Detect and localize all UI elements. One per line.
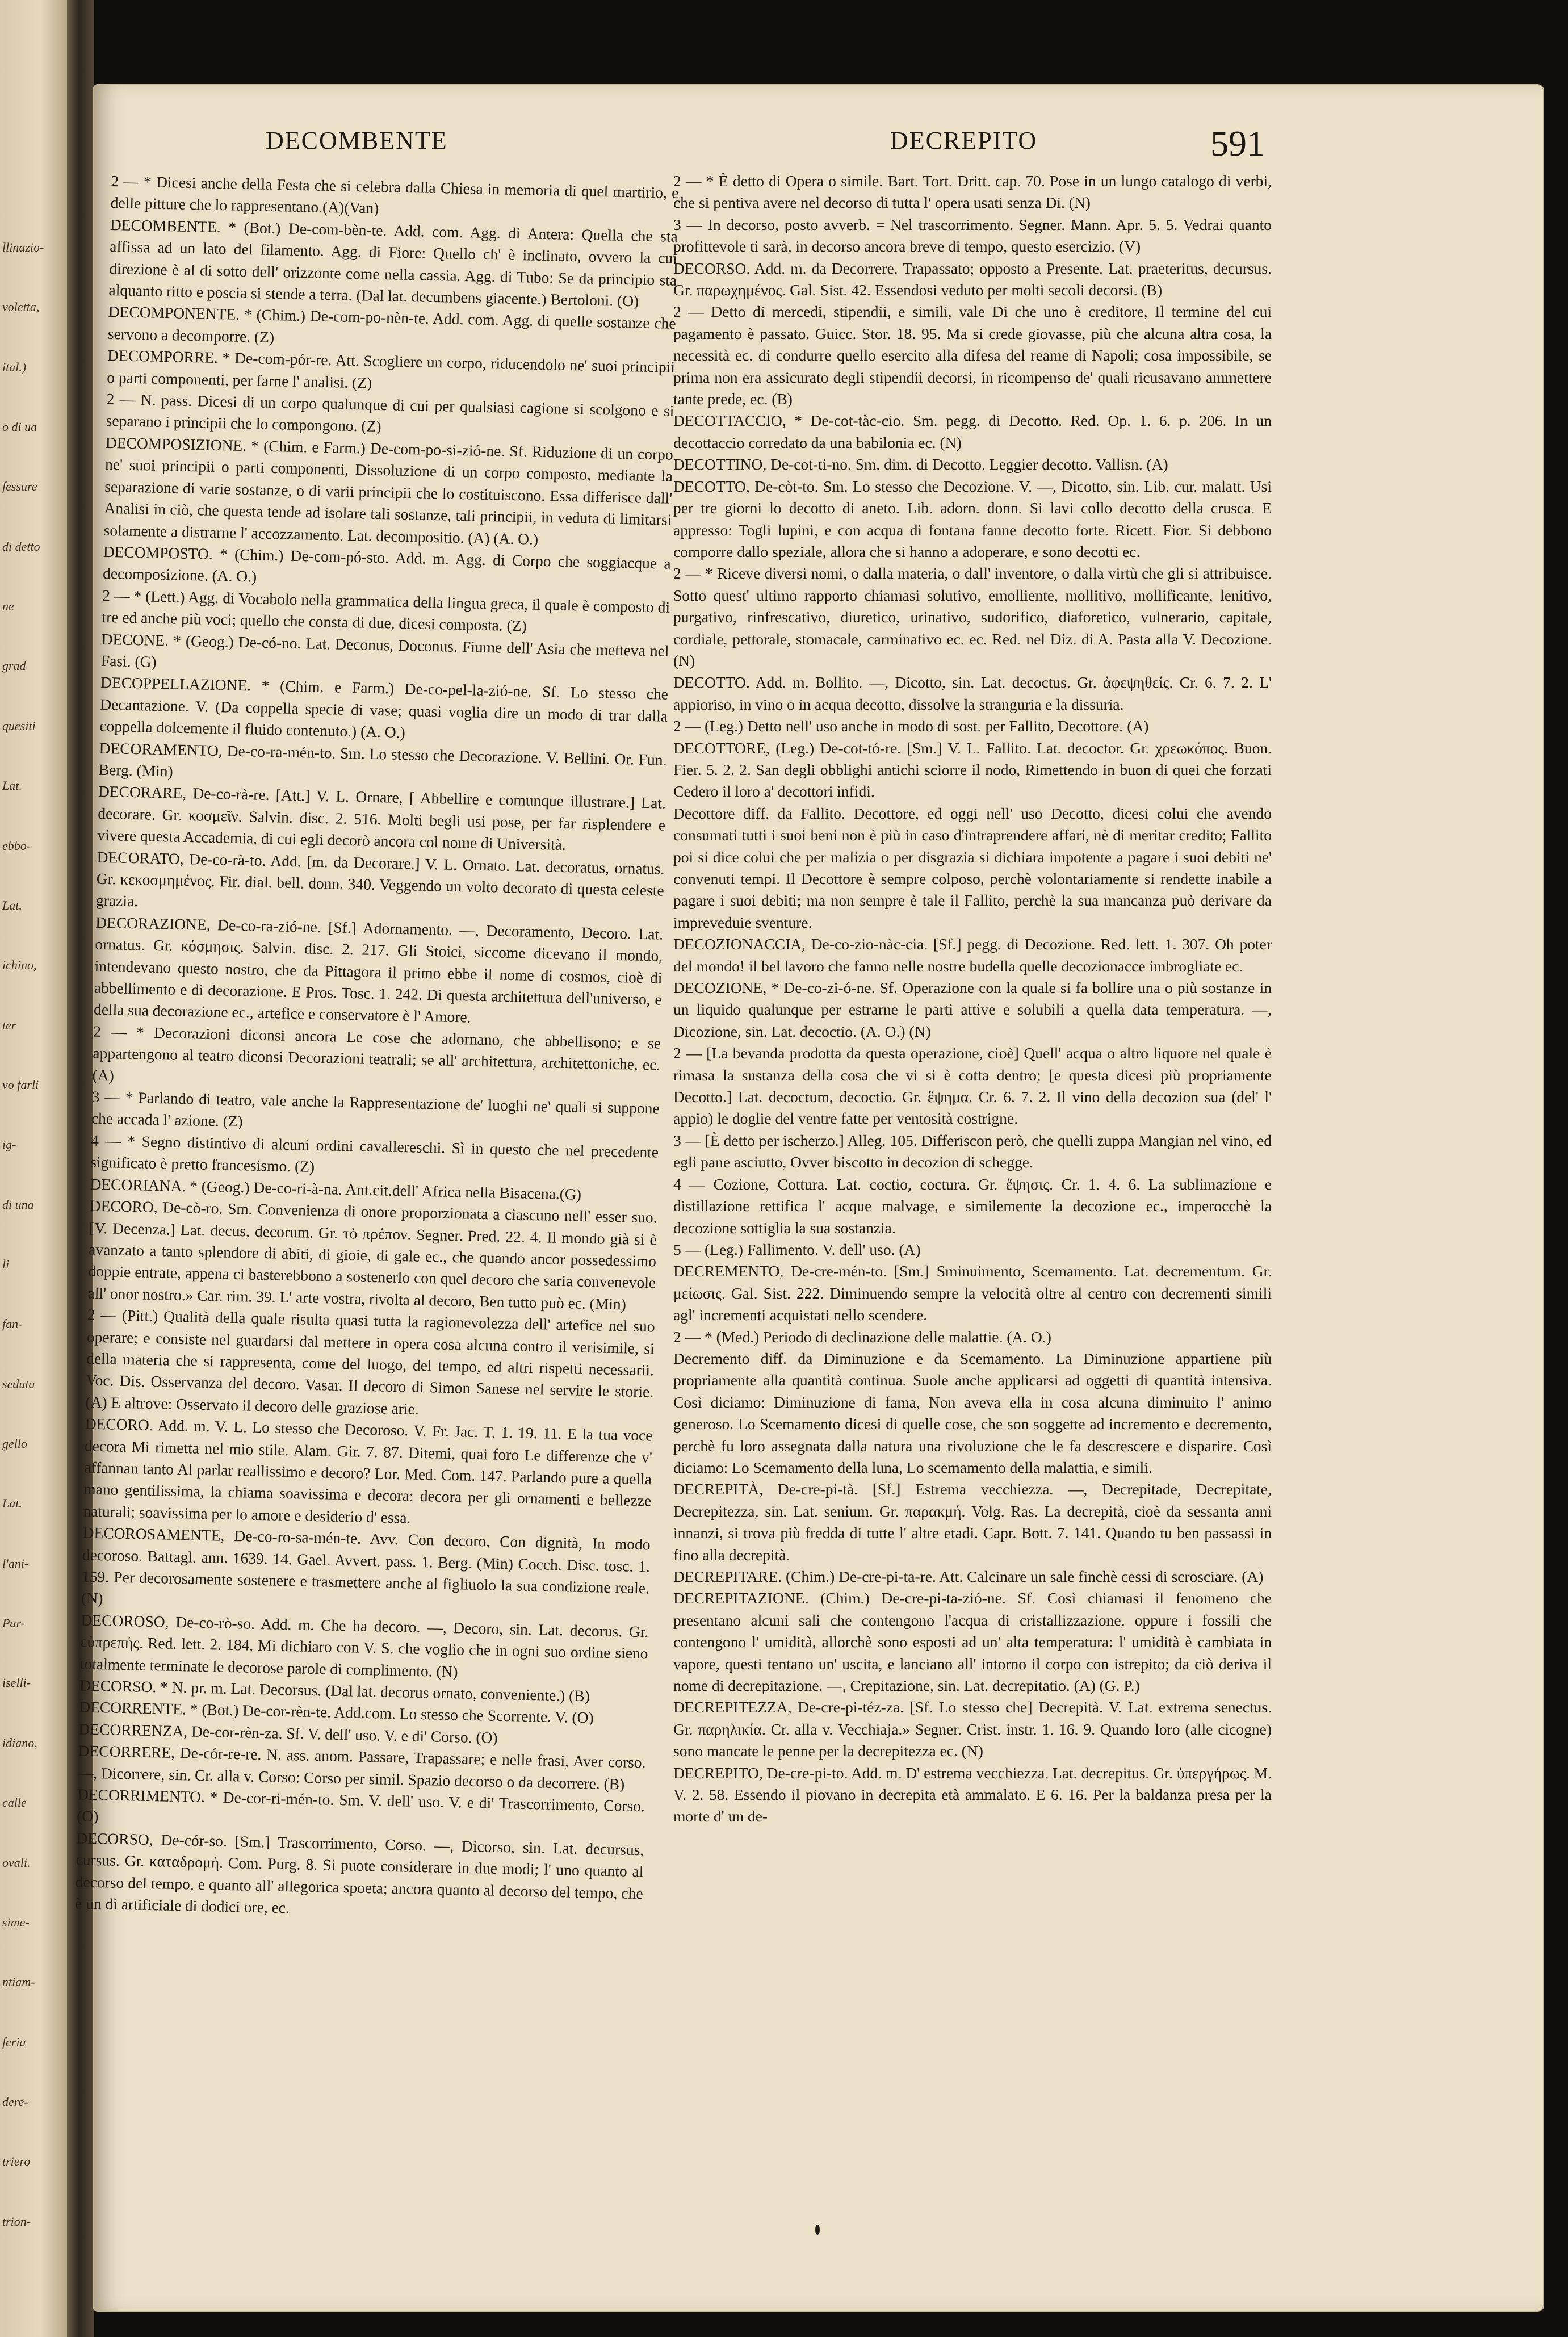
right-column-entry: 5 — (Leg.) Fallimento. V. dell' uso. (A) (673, 1240, 921, 1258)
left-column-entry: DECORRIMENTO. * De-cor-ri-mén-to. Sm. V. dell' uso. V. e di' Trascorrimento, Corso. (O) (76, 1785, 645, 1825)
right-column-entry: DECREPITAZIONE. (Chim.) De-cre-pi-ta-zió-ne. Sf. Così chiamasi il fenomeno che presentano alcuni sali che contengono l'acqua di cristallizzazione, oppure i fossili che contengono l' umidità, allorchè sono esposti ad un' alta temperatura: l' umidità è cambiata in vapore, questi tentano un' uscita, e lanciano all' intorno il corpo con istrepito; da ciò deriva il nome di decrepitazione. —, Crepitazione, sin. Lat. decrepitatio. (A) (G. P.) (673, 1589, 1272, 1695)
left-column-entry: DECOMBENTE. * (Bot.) De-com-bèn-te. Add. com. Agg. di Antera: Quella che sta affissa ad un lato del filamento. Agg. di Fiore: Quello ch' è inclinato, ovvero la cui direzione è al di sotto dell' orizzonte come nella cassia. Agg. di Tubo: Se da principio sta alquanto ritto e poscia si stende a terra. (Dal lat. decumbens giacente.) Bertoloni. (O) (108, 215, 678, 310)
facing-page-fragment: Lat. (2, 1496, 22, 1510)
right-column-entry: DECREPITEZZA, De-cre-pi-téz-za. [Sf. Lo stesso che] Decrepità. V. Lat. extrema senectus. Gr. παρηλικία. Cr. alla v. Vecchiaja.» Segner. Crist. instr. 1. 16. 9. Quando loro (alle cicogne) sono mancate le penne per la decrepitezza ec. (N) (673, 1698, 1272, 1760)
left-column-entry: 2 — (Pitt.) Qualità della quale risulta quasi tutta la ragionevolezza dell' artefice nel suo operare; e consiste nel guardarsi dal mettere in opera cosa alcuna contro il verisimile, si della materia che si rappresenta, come del luogo, del tempo, ed altri rispetti necessarii. Voc. Dis. Osservanza del decoro. Vasar. Il decoro di Simon Sanese nel servire le storie. (A) E altrove: Osservato il decoro delle graziose arie. (85, 1305, 655, 1418)
facing-page-fragment: calle (2, 1795, 27, 1810)
running-head (0, 123, 1568, 166)
left-column-entry: DECORO, De-cò-ro. Sm. Convenienza di onore proporzionata a ciascuno nell' esser suo. [V. Decenza.] Lat. decus, decorum. Gr. τὸ πρέπον. Segner. Pred. 22. 4. Il mondo già si è avanzato a tanto splendore di abiti, di gioie, di gale ec., che quando ancor possedessimo doppie entrate, appena ci basterebbono a sostenerlo con quel decoro che saria convenevole all' onor nostro.» Car. rim. 39. L' arte vostra, rivolta al decoro, Ben tutto può ec. (Min) (87, 1196, 657, 1313)
left-column-entry: 4 — * Segno distintivo di alcuni ordini cavallereschi. Sì in questo che nel precedente significato è pretto francesismo. (Z) (90, 1131, 659, 1176)
facing-page-fragment: ebbo- (2, 839, 31, 853)
facing-page-fragment: fessure (2, 479, 37, 493)
left-column-entry: 2 — * (Lett.) Agg. di Vocabolo nella grammatica della lingua greca, il quale è composto di tre ed anche più voci; quello che consta di due, dicesi composta. (Z) (102, 586, 670, 635)
facing-page-fragment: triero (2, 2154, 31, 2168)
right-column-entry: 2 — * Riceve diversi nomi, o dalla materia, o dall' inventore, o dalla virtù che gli si attribuisce. Sotto quest' ultimo rapporto chiamasi solutivo, emolliente, mollitivo, mollificante, lenitivo, purgativo, rinfrescativo, diuretico, urinativo, sudorifico, diaforetico, vulnerario, capitale, cordiale, pettorale, stomacale, carminativo ec. ec. Red. nel Diz. di A. Pasta alla V. Decozione. (N) (673, 564, 1272, 669)
right-column-entry: DECOTTINO, De-cot-ti-no. Sm. dim. di Decotto. Leggier decotto. Vallisn. (A) (673, 455, 1168, 474)
left-column-entry: DECOMPOSTO. * (Chim.) De-com-pó-sto. Add. m. Agg. di Corpo che soggiacque a decomposizione. (A. O.) (102, 542, 672, 585)
left-column-entry: DECORSO, De-cór-so. [Sm.] Trascorrimento, Corso. —, Dicorso, sin. Lat. decursus, cursus. Gr. καταδρομή. Com. Purg. 8. Si puote considerare in due modi; l' uno quanto al decorso del tempo, e quanto all' allegorica spoeta; ancora quanto al decorso del tempo, che è un dì artificiale di dodici ore, ec. (74, 1829, 644, 1917)
facing-page-edge (0, 0, 67, 2337)
left-column-entry: 2 — N. pass. Dicesi di un corpo qualunque di cui per qualsiasi cagione si scolgono e si separano i principii che lo compongono. (Z) (106, 389, 674, 435)
left-column-entry: DECORRENTE. * (Bot.) De-cor-rèn-te. Add.com. Lo stesso che Scorrente. V. (O) (78, 1698, 594, 1727)
facing-page-fragment: feria (2, 2035, 26, 2049)
running-head-right: DECREPITO (890, 127, 1038, 154)
right-column-entry: DECREMENTO, De-cre-mén-to. [Sm.] Sminuimento, Scemamento. Lat. decrementum. Gr. μείωσις. Gal. Sist. 222. Diminuendo sempre la velocità oltre al centro con decrementi simili agl' incrementi acquistati nello scendere. (673, 1262, 1272, 1324)
right-column-entry: 2 — * (Med.) Periodo di declinazione delle malattie. (A. O.) (673, 1327, 1051, 1346)
right-column-entry: DECOZIONE, * De-co-zi-ó-ne. Sf. Operazione con la quale si fa bollire una o più sostanze in un liquido qualunque per estrarne le parti attive e solubili a quella data temperatura. —, Dicozione, sin. Lat. decoctio. (A. O.) (N) (673, 979, 1272, 1040)
facing-page-fragment: trion- (2, 2214, 31, 2229)
left-column-entry: DECOMPORRE. * De-com-pór-re. Att. Scogliere un corpo, riducendolo ne' suoi principii o parti componenti, per farne l' analisi. (Z) (107, 346, 676, 392)
facing-page-fragment: gello (2, 1436, 27, 1451)
right-column-entry: Decremento diff. da Diminuzione e da Scemamento. La Diminuzione appartiene più propriamente alla quantità continua. Suole anche applicarsi ad oggetti di quantità intensiva. Così diciamo: Diminuzione di fama, Non aveva ella in cosa alcuna diminuito l' animo generoso. Lo Scemamento dicesi di quelle cose, che son soggette ad incremento e decremento, perchè fu loro assegnata dalla natura una rivoluzione che le fa descrescere e disparire. Così diciamo: Lo Scemamento della luna, Lo scemamento della malattia, e simili. (673, 1349, 1272, 1476)
left-column (75, 170, 679, 1926)
left-column-entry: DECONE. * (Geog.) De-có-no. Lat. Deconus, Doconus. Fiume dell' Asia che metteva nel Fasi. (G) (100, 630, 669, 671)
right-column-entry: DECOTTACCIO, * De-cot-tàc-cio. Sm. pegg. di Decotto. Red. Op. 1. 6. p. 206. In un decottaccio corredato da una babilonia ec. (N) (673, 412, 1272, 451)
facing-page-fragment: voletta, (2, 300, 40, 314)
left-column-entry: DECORSO. * N. pr. m. Lat. Decorsus. (Dal lat. decorus ornato, conveniente.) (B) (79, 1676, 590, 1705)
facing-page-fragment: ig- (2, 1137, 16, 1151)
right-column-entry: DECORSO. Add. m. da Decorrere. Trapassato; opposto a Presente. Lat. praeteritus, decursus. Gr. παρωχημένος. Gal. Sist. 42. Essendosi veduto per molti secoli decorsi. (B) (673, 259, 1272, 299)
left-column-entry: DECORAZIONE, De-co-ra-zió-ne. [Sf.] Adornamento. —, Decoramento, Decoro. Lat. ornatus. Gr. κόσμησις. Salvin. disc. 2. 217. Gli Stoici, siccome dicevano il mondo, intendevano questo nostro, che da Pittagora il primo ebbe il nome di cosmos, cioè di abbellimento e di decorazione. E Pros. Tosc. 1. 242. Di questa architettura dell'universo, e della sua decorazione ec., artefice e conservatore è l' Amore. (93, 913, 664, 1027)
left-column-entry: DECOMPOSIZIONE. * (Chim. e Farm.) De-com-po-si-zió-ne. Sf. Riduzione di un corpo ne' suoi principii o parti componenti, Dissoluzione di un corpo composto, mediante la separazione di varie sostanze, o di varii principii che lo costituiscono. Essa differisce dall' Analisi in ciò, che questa tende ad isolare tali sostanze, tali principii, in veduta di limitarsi solamente a distrarne l' accozzamento. Lat. decompositio. (A) (A. O.) (103, 433, 674, 548)
left-column-entry: DECORIANA. * (Geog.) De-co-ri-à-na. Ant.cit.dell' Africa nella Bisacena.(G) (90, 1175, 582, 1203)
printer-dot-mark (815, 2225, 820, 2235)
facing-page-fragment: Par- (2, 1616, 25, 1630)
right-column-entry: 2 — (Leg.) Detto nell' uso anche in modo di sost. per Fallito, Decottore. (A) (673, 717, 1149, 735)
left-column-entry: 2 — * Dicesi anche della Festa che si celebra dalla Chiesa in memoria di quel martirio, e delle pitture che lo rappresentano.(A)(Van) (110, 171, 679, 217)
facing-page-fragment: Lat. (2, 778, 22, 793)
facing-page-fragment: fan- (2, 1317, 23, 1331)
right-column-entry: 2 — [La bevanda prodotta da questa operazione, cioè] Quell' acqua o altro liquore nel quale è rimasa la sustanza della cosa che vi si è cotta dentro; [e questa dicesi più propriamente Decotto.] Lat. decoctum, decoctio. Gr. ἕψημα. Cr. 6. 7. 2. Il vino della decozion sua (del' l' appio) le doglie del ventre fatte per ventosità costrigne. (673, 1044, 1272, 1128)
right-column-entry: 4 — Cozione, Cottura. Lat. coctio, coctura. Gr. ἕψησις. Cr. 1. 4. 6. La sublimazione e distillazione rettifica l' acque malvage, e similemente la decozione ec., imperocchè la decozione sottiglia la sua sostanzia. (673, 1175, 1272, 1237)
left-column-entry: DECORRERE, De-cór-re-re. N. ass. anom. Passare, Trapassare; e nelle frasi, Aver corso. —, Dicorrere, sin. Cr. alla v. Corso: Corso per simil. Spazio decorso o da decorrere. (B) (77, 1741, 646, 1793)
running-head-left: DECOMBENTE (266, 127, 448, 154)
left-column-entry: DECORATO, De-co-rà-to. Add. [m. da Decorare.] V. L. Ornato. Lat. decoratus, ornatus. Gr. κεκοσμημένος. Fir. dial. bell. donn. 340. Veggendo un volto decorato di questa celeste grazia. (95, 848, 665, 910)
right-column-entry: DECOTTORE, (Leg.) De-cot-tó-re. [Sm.] V. L. Fallito. Lat. decoctor. Gr. χρεωκόπος. Buon. Fier. 5. 2. 2. San degli obblighi antichi sciorre il nodo, Rimettendo in buon di quei che forzati Cedero il loro a' decottori infidi. (673, 739, 1272, 801)
right-column-entry: DECOZIONACCIA, De-co-zio-nàc-cia. [Sf.] pegg. di Decozione. Red. lett. 1. 307. Oh poter del mondo! il bel lavoro che fanno nelle nostre budella quelle decozionacce imbrogliate ec. (673, 935, 1272, 975)
facing-page-fragment: quesiti (2, 719, 36, 733)
right-column-entry: DECREPITO, De-cre-pi-to. Add. m. D' estrema vecchiezza. Lat. decrepitus. Gr. ὑπεργήρως. M. V. 2. 58. Essendo il piovano in decrepita età ammalato. E 6. 16. Per la baldanza presa per la morte d' un de- (673, 1764, 1272, 1825)
right-column-entry: 2 — * È detto di Opera o simile. Bart. Tort. Dritt. cap. 70. Pose in un lungo catalogo di verbi, che si pentiva avere nel decorso di tutta l' opera usati senza Di. (N) (673, 172, 1272, 212)
facing-page-fragment: di detto (2, 539, 40, 554)
left-column-entry: DECOPPELLAZIONE. * (Chim. e Farm.) De-co-pel-la-zió-ne. Sf. Lo stesso che Decantazione. V. (Da coppella specie di vase; quasi voglia dire un modo di trar dalla coppella dolcemente il fluido contenuto.) (A. O.) (99, 673, 669, 742)
facing-page-fragment: grad (2, 659, 26, 673)
right-column-entry: DECOTTO. Add. m. Bollito. —, Dicotto, sin. Lat. decoctus. Gr. ἀφεψηθείς. Cr. 6. 7. 2. L' appioriso, in vino o in acqua decotto, dissolve la stranguria e la dissuria. (673, 673, 1272, 713)
facing-page-fragment: ital.) (2, 360, 27, 374)
facing-page-fragment: ovali. (2, 1856, 31, 1870)
left-column-entry: DECORRENZA, De-cor-rèn-za. Sf. V. dell' uso. V. e di' Corso. (O) (78, 1720, 498, 1747)
left-column-entry: DECORAMENTO, De-co-ra-mén-to. Sm. Lo stesso che Decorazione. V. Bellini. Or. Fun. Berg. (Min) (98, 739, 667, 780)
left-column-entry: DECORARE, De-co-rà-re. [Att.] V. L. Ornare, [ Abbellire e comunque illustrare.] Lat. decorare. Gr. κοσμεῖν. Salvin. disc. 2. 516. Molti begli usi pose, per far risplendere e vivere questa Accademia, di cui egli decorò ancora col nome di Università. (97, 782, 666, 854)
right-column-entry: Decottore diff. da Fallito. Decottore, ed oggi nell' uso Decotto, dicesi colui che avendo consumati tutti i suoi beni non è più in caso d'intraprendere affari, nè di meritar credito; Fallito poi si dice colui che per malizia o per disgrazia si dichiara impotente a pagare i suoi debiti ne' convenuti tempi. Il Decottore è sempre colposo, perchè volontariamente si rendette inabile a pagare i suoi debiti; ma non sempre è tale il Fallito, perchè la sua mancanza può derivare da impreveduie sventure. (673, 804, 1272, 931)
right-column-entry: DECREPITARE. (Chim.) De-cre-pi-ta-re. Att. Calcinare un sale finchè cessi di scrosciare. (A) (673, 1568, 1264, 1585)
left-column-entry: 3 — * Parlando di teatro, vale anche la Rappresentazione de' luoghi ne' quali si suppone che accada l' azione. (Z) (91, 1087, 660, 1130)
facing-page-fragment: llinazio- (2, 240, 44, 254)
facing-page-fragment: ichino, (2, 958, 37, 972)
facing-page-fragment: Lat. (2, 898, 22, 912)
left-column-entry: DECOMPONENTE. * (Chim.) De-com-po-nèn-te. Add. com. Agg. di quelle sostanze che servono a decomporre. (Z) (107, 303, 676, 346)
facing-page-fragment: di una (2, 1197, 34, 1212)
page-number: 591 (1210, 123, 1265, 164)
right-column-entry: 3 — [È detto per ischerzo.] Alleg. 105. Differiscon però, che quelli zuppa Mangian nel vino, ed egli pane asciutto, Ovver biscotto in decozion di schegge. (673, 1131, 1272, 1171)
facing-page-fragment: seduta (2, 1377, 35, 1391)
left-column-entry: DECOROSO, De-co-rò-so. Add. m. Che ha decoro. —, Decoro, sin. Lat. decorus. Gr. εὐπρεπής. Red. lett. 2. 184. Mi dichiaro con V. S. che voglio che in ogni suo ordine sieno totalmente terminate le decorose parole di complimento. (N) (79, 1611, 649, 1680)
left-column-entry: DECORO. Add. m. V. L. Lo stesso che Decoroso. V. Fr. Jac. T. 1. 19. 11. E la tua voce decora Mi rimetta nel mio stile. Alam. Gir. 7. 87. Ditemi, quai foro Le differenze che v' affannan tanto Al parlar reallissimo e decoro? Lor. Med. Com. 147. Parlando pure a quella mano gentilissima, la chiama soavissima e decora: decora per gli ornamenti e bellezze naturali; soavissima per lo amore e desiderio d' essa. (83, 1414, 653, 1527)
right-column-entry: DECREPITÀ, De-cre-pi-tà. [Sf.] Estrema vecchiezza. —, Decrepitade, Decrepitate, Decrepitezza, sin. Lat. senium. Gr. παρακμή. Volg. Ras. La decrepità, cioè da sessanta anni innanzi, si trova più fredda di tutte l' altre etadi. Capr. Bott. 7. 141. Quando tu ben passassi in fino alla decrepità. (673, 1480, 1272, 1564)
facing-page-fragment: l'ani- (2, 1556, 29, 1570)
facing-page-fragment: dere- (2, 2095, 28, 2109)
facing-page-fragment: li (2, 1257, 10, 1271)
facing-page-fragment: o di ua (2, 420, 37, 434)
facing-page-fragment: ne (2, 599, 14, 613)
facing-page-fragment: vo farli (2, 1078, 39, 1092)
facing-page-fragment: idiano, (2, 1736, 37, 1750)
right-column-entry: 2 — Detto di mercedi, stipendii, e simili, vale Di che uno è creditore, Il termine del cui pagamento è passato. Guicc. Stor. 18. 95. Ma si crede giovasse, più che alcuna altra cosa, la necessità ec. di condurre quello esercito alla difesa del reame di Napoli; cosa impossibile, se prima non era assicurato degli stipendii decorsi, in ricompenso de' quali ricusavano ammettere tante prede, ec. (B) (673, 303, 1272, 408)
right-column-entry: DECOTTO, De-còt-to. Sm. Lo stesso che Decozione. V. —, Dicotto, sin. Lib. cur. malatt. Usi per tre giorni lo decotto di aneto. Lib. adorn. donn. Si lavi collo decotto della crusca. E appresso: Togli lupini, e con acqua di fontana fanne decotto forte. Ricett. Fior. Si debbono comporre dallo speziale, allora che si hanno a adoperare, e sono decotti ec. (673, 477, 1272, 560)
right-column (673, 170, 1272, 1828)
left-column-entry: DECOROSAMENTE, De-co-ro-sa-mén-te. Avv. Con decoro, Con dignità, In modo decoroso. Battagl. ann. 1639. 14. Gael. Avvert. pass. 1. Berg. (Min) Cocch. Disc. tosc. 1. 159. Per decorosamente sostenere e trasmettere anche al figliuolo la sua condizione reale. (N) (81, 1523, 651, 1607)
facing-page-fragment: ter (2, 1018, 16, 1032)
facing-page-fragment: ntiam- (2, 1975, 35, 1989)
left-column-entry: 2 — * Decorazioni diconsi ancora Le cose che adornano, che abbellisono; e se appartengono al teatro diconsi Decorazioni teatrali; se all' architettura, architettoniche, ec. (A) (92, 1022, 661, 1084)
facing-page-fragment: sime- (2, 1915, 30, 1929)
facing-page-fragment: iselli- (2, 1676, 31, 1690)
right-column-entry: 3 — In decorso, posto avverb. = Nel trascorrimento. Segner. Mann. Apr. 5. 5. Vedrai quanto profittevole ti sarà, in decorso ancora breve di tempo, questo esercizio. (V) (673, 215, 1272, 256)
